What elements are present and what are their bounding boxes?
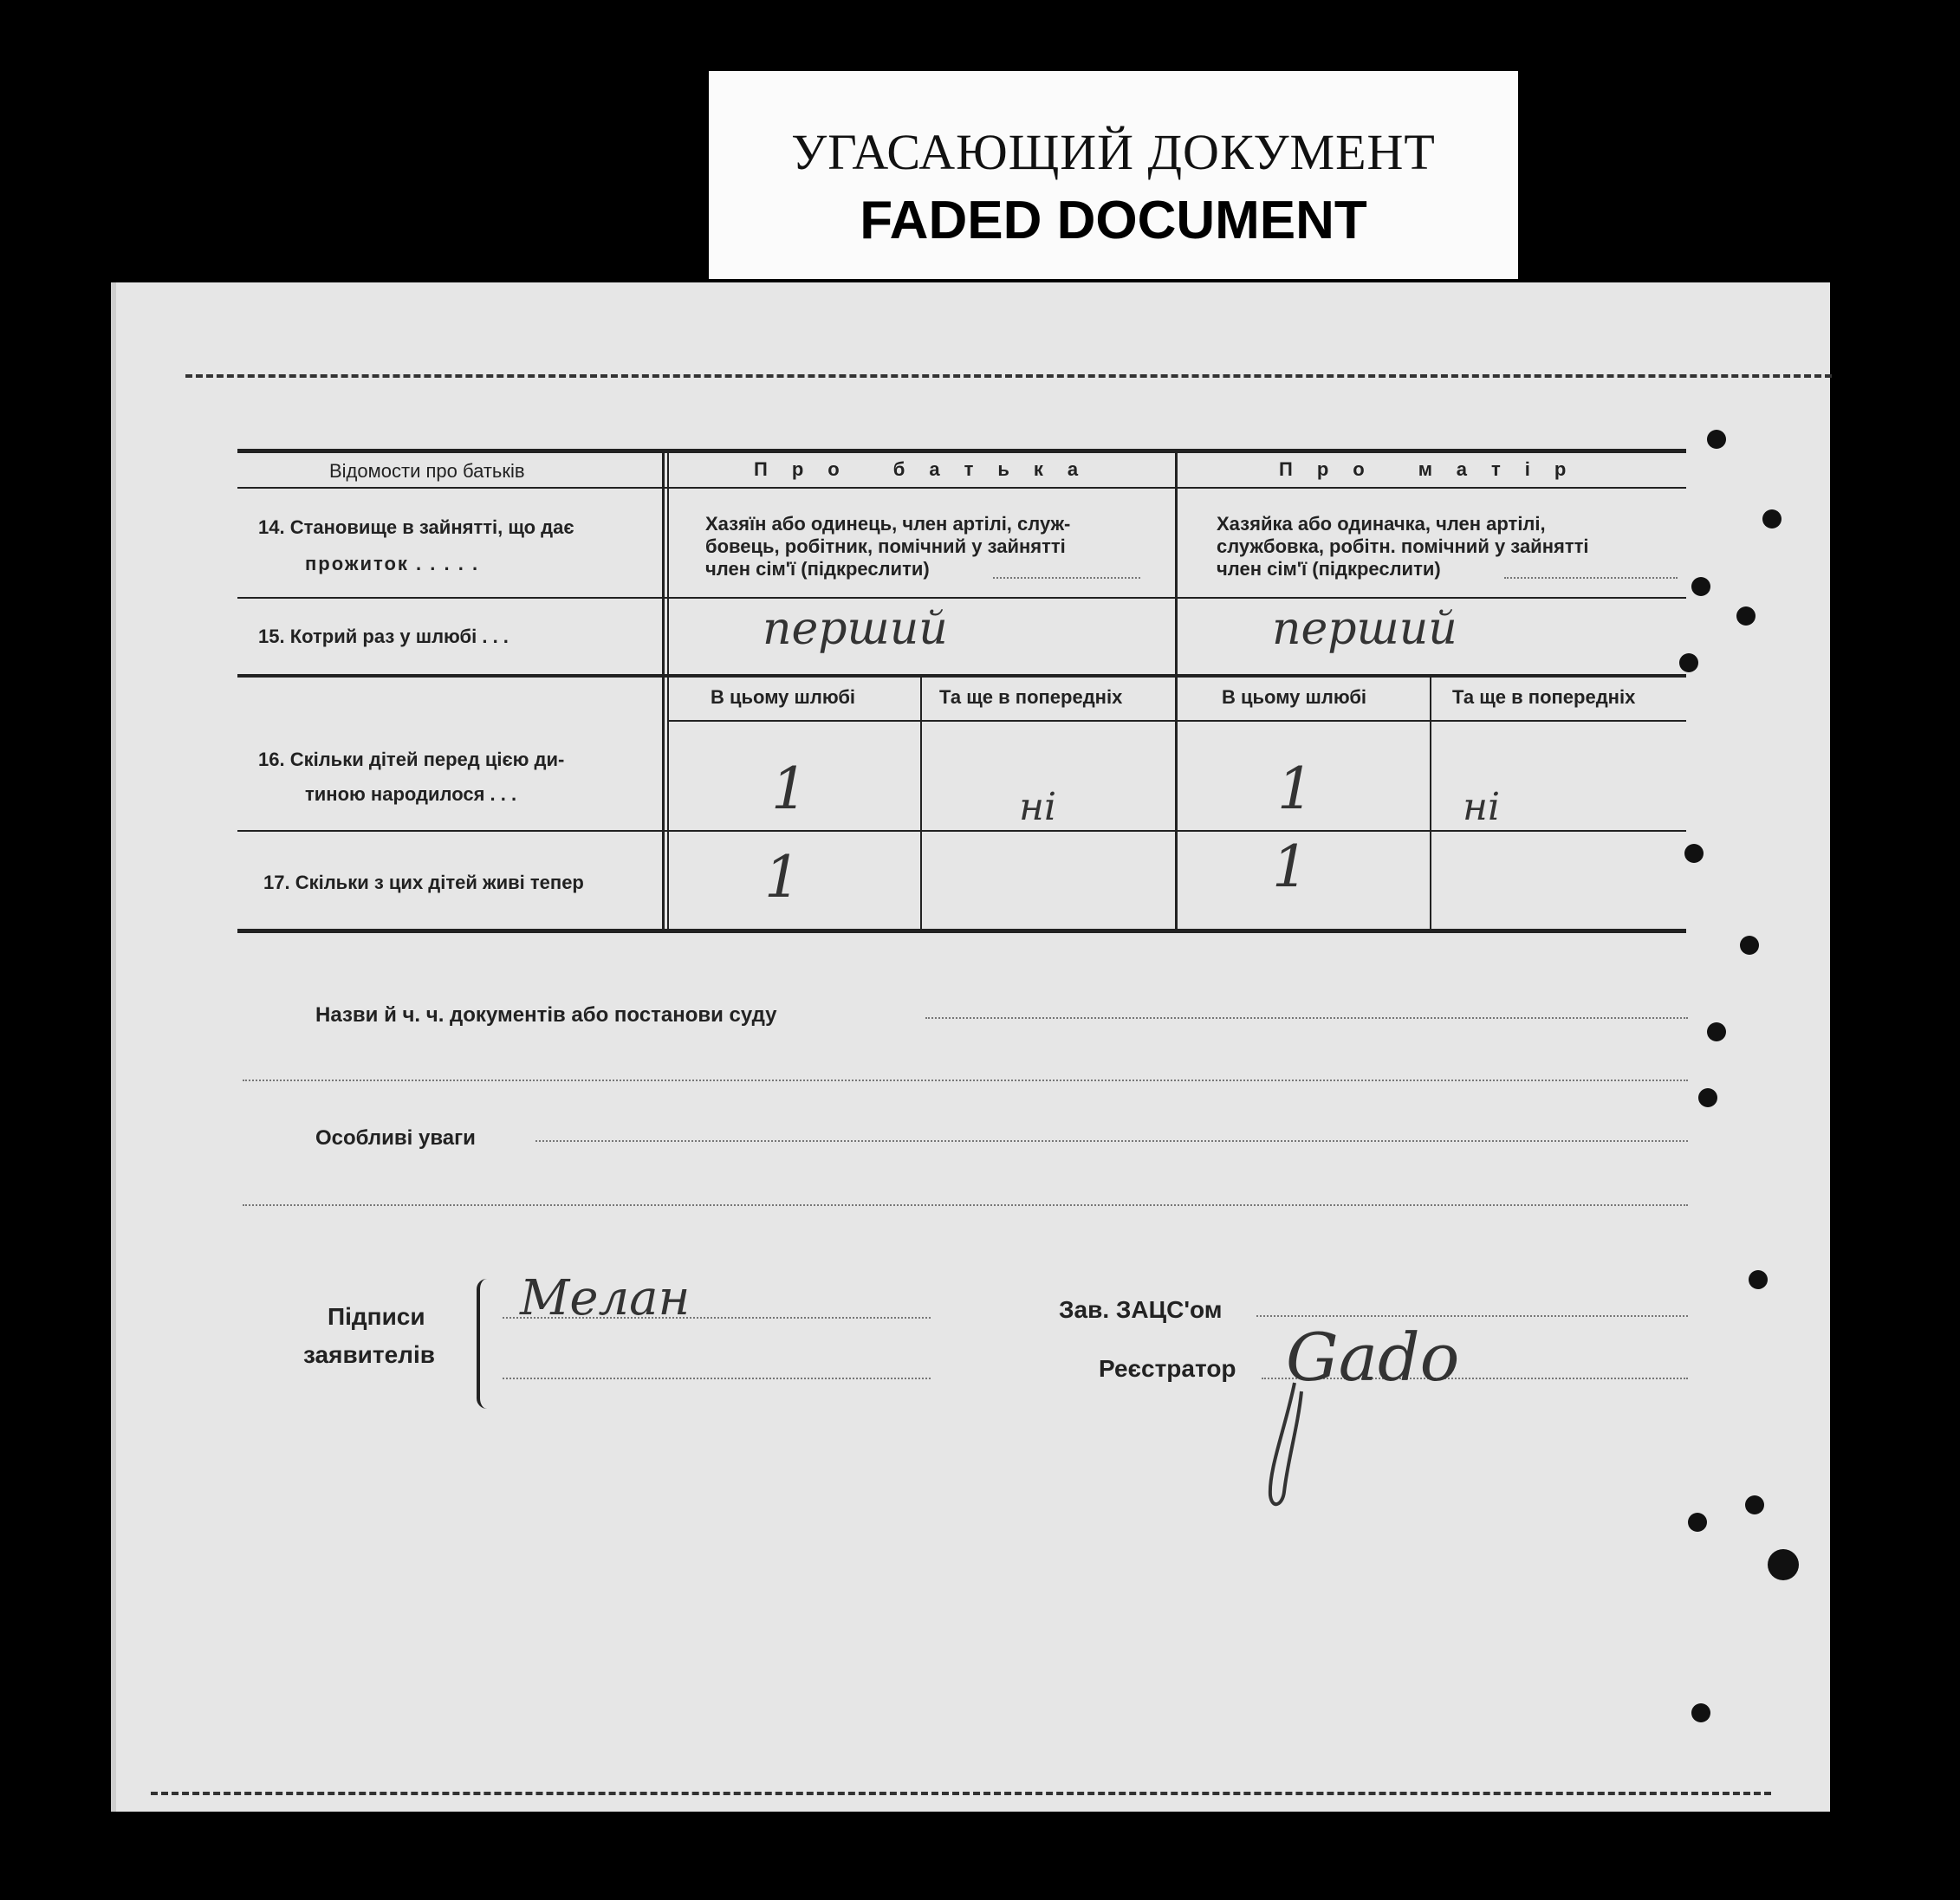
- row15-mother-value: перший: [1272, 603, 1457, 655]
- header-rule: [237, 487, 1686, 489]
- remarks-line-1: [535, 1140, 1688, 1142]
- punch-hole: [1698, 1088, 1717, 1107]
- row17-mother-this: 1: [1272, 833, 1308, 900]
- punch-hole: [1707, 1022, 1726, 1041]
- punch-hole: [1740, 936, 1759, 955]
- punch-hole: [1745, 1495, 1764, 1514]
- punch-hole: [1707, 430, 1726, 449]
- subheader-mother-prev: Та ще в попередніх: [1452, 686, 1636, 708]
- header-mother: Про матір: [1279, 458, 1591, 480]
- row16-mother-prev: ні: [1463, 785, 1501, 829]
- row16-father-this: 1: [771, 755, 808, 822]
- row16-rule: [237, 830, 1686, 832]
- signatures-label-cont: заявителів: [303, 1341, 435, 1368]
- table-top-rule: [237, 449, 1686, 453]
- registrar-signature: Gado: [1286, 1319, 1460, 1396]
- row14-label-cont: прожиток . . . . .: [305, 553, 480, 574]
- row17-label: 17. Скільки з цих дітей живі тепер: [263, 872, 584, 893]
- row14-father-2: бовець, робітник, помічний у зайнятті: [705, 535, 1066, 557]
- row14-label: 14. Становище в зайнятті, що дає: [258, 516, 574, 538]
- subheader-father-prev: Та ще в попередніх: [939, 686, 1123, 708]
- head-label: Зав. ЗАЦС'ом: [1059, 1296, 1223, 1323]
- head-line: [1256, 1315, 1688, 1317]
- row14-father-1: Хазяїн або одинець, член артілі, служ-: [705, 513, 1071, 535]
- faded-document-label: [709, 71, 1518, 279]
- row14-rule: [237, 597, 1686, 599]
- row14-father-3: член сім'ї (підкреслити): [705, 558, 930, 580]
- row16-label: 16. Скільки дітей перед цією ди-: [258, 749, 565, 770]
- row15-rule: [237, 674, 1686, 678]
- row17-father-this: 1: [764, 844, 801, 911]
- label-line-russian: УГАСАЮЩИЙ ДОКУМЕНТ: [791, 124, 1436, 180]
- punch-hole: [1762, 509, 1782, 528]
- punch-hole: [1691, 577, 1710, 596]
- signatures-brace: [477, 1279, 492, 1409]
- col-divider-1: [662, 451, 665, 931]
- row15-father-value: перший: [763, 603, 948, 655]
- punch-hole: [1679, 653, 1698, 672]
- row14-mother-1: Хазяйка або одиначка, член артілі,: [1217, 513, 1546, 535]
- top-perforation: [185, 374, 1832, 378]
- punch-hole: [1684, 844, 1704, 863]
- documents-line-1: [925, 1017, 1688, 1019]
- signatures-label: Підписи: [328, 1303, 425, 1330]
- row14-father-dots: [993, 577, 1140, 579]
- punch-hole: [1688, 1513, 1707, 1532]
- documents-line-2: [243, 1080, 1688, 1081]
- col-divider-mother: [1430, 674, 1431, 931]
- punch-hole: [1749, 1270, 1768, 1289]
- header-info: Відомости про батьків: [329, 460, 525, 482]
- col-divider-father: [920, 674, 922, 931]
- row14-mother-2: службовка, робітн. помічний у зайнятті: [1217, 535, 1589, 557]
- punch-hole: [1691, 1703, 1710, 1722]
- row16-mother-this: 1: [1277, 755, 1314, 822]
- registrar-signature-flourish: [1260, 1374, 1312, 1513]
- header-father: Про батька: [754, 458, 1103, 480]
- subheader-mother-this: В цьому шлюбі: [1222, 686, 1367, 708]
- record-page: [111, 282, 1830, 1812]
- subheader-father-this: В цьому шлюбі: [711, 686, 856, 708]
- punch-hole: [1768, 1549, 1799, 1580]
- applicant-signature: Мелан: [520, 1270, 691, 1326]
- row16-label-cont: тиною народилося . . .: [305, 783, 517, 805]
- remarks-label: Особливі уваги: [315, 1126, 476, 1150]
- label-line-english: FADED DOCUMENT: [860, 191, 1367, 250]
- row14-mother-3: член сім'ї (підкреслити): [1217, 558, 1441, 580]
- row16-father-prev: ні: [1019, 785, 1057, 829]
- remarks-line-2: [243, 1204, 1688, 1206]
- registrar-label: Реєстратор: [1099, 1355, 1236, 1382]
- applicant-line-1: [503, 1317, 931, 1319]
- bottom-perforation: [151, 1792, 1771, 1795]
- row14-mother-dots: [1504, 577, 1678, 579]
- punch-hole: [1736, 606, 1756, 626]
- col-divider-1b: [667, 451, 669, 931]
- applicant-line-2: [503, 1378, 931, 1379]
- table-bottom-rule: [237, 929, 1686, 933]
- col-divider-2: [1175, 451, 1178, 931]
- row15-label: 15. Котрий раз у шлюбі . . .: [258, 626, 509, 647]
- documents-label: Назви й ч. ч. документів або постанови суду: [315, 1003, 777, 1027]
